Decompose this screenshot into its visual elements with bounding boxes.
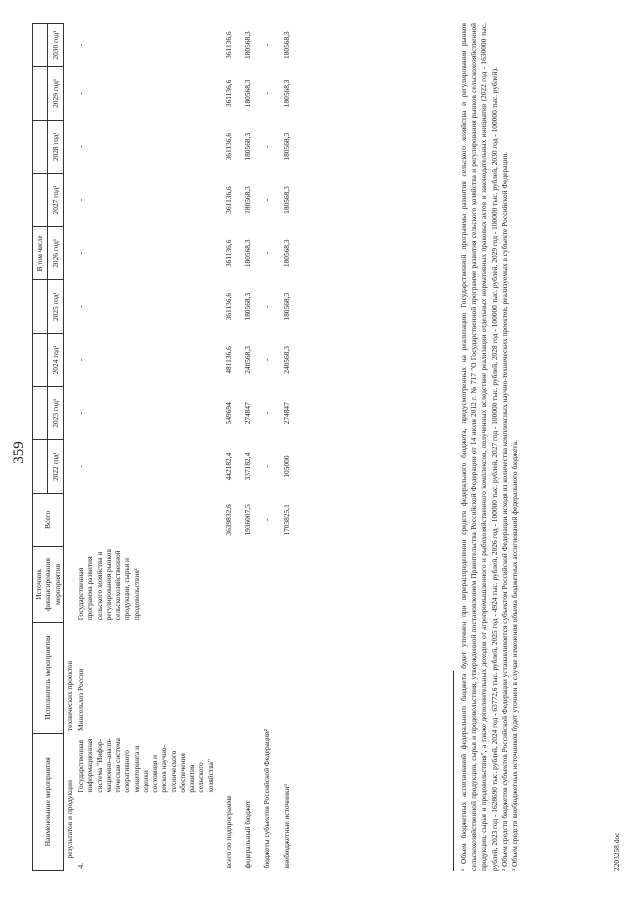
row-value: 361136,6 [223, 31, 233, 59]
header-source: Источник финансирования мероприятия [33, 547, 64, 623]
row-value: 481136,6 [223, 346, 233, 374]
row-value: - [76, 305, 85, 308]
row-executor: Минсельхоз России [76, 668, 85, 732]
row-total: 1703825,1 [281, 504, 291, 536]
row-value: 180568,3 [243, 79, 252, 108]
row-total: - [262, 518, 272, 522]
row-label: внебюджетные источники³ [281, 784, 291, 869]
table-row [234, 24, 253, 871]
row-value: 240568,3 [281, 346, 291, 374]
table-row [273, 24, 292, 871]
row-value: 180568,3 [243, 31, 252, 59]
row-value: 180568,3 [243, 292, 252, 321]
table-row [63, 24, 75, 871]
row-label: всего по подпрограмме [223, 795, 233, 869]
row-executor: технических проектов [64, 660, 74, 732]
table-row [75, 24, 216, 871]
table-row [216, 24, 234, 871]
footnote-2: ² Объем средств бюджетов субъектов Российской Федерации устанавливается субъектом Российской Федерации исходя из количества комплексных научно-технических проектов, реализуемых в субъекте Российской Федерации. [499, 151, 509, 871]
row-value: 361136,6 [223, 186, 233, 214]
row-value: 337182,4 [243, 452, 252, 481]
header-name: Наименование мероприятия [33, 733, 64, 870]
header-year: 2027 год¹ [48, 173, 64, 226]
row-value: 180568,3 [281, 239, 291, 268]
row-value: - [262, 43, 272, 47]
row-value: 361136,6 [223, 239, 233, 268]
row-value: 180568,3 [281, 186, 291, 214]
row-value: - [76, 43, 85, 47]
row-source [63, 547, 75, 623]
row-value: 180568,3 [243, 239, 252, 268]
row-value: 105000 [281, 455, 291, 478]
row-value: 442182,4 [223, 452, 233, 481]
row-value: 180568,3 [243, 132, 252, 161]
row-value: - [76, 145, 85, 148]
row-value: - [262, 305, 272, 308]
row-value: - [76, 92, 85, 95]
footnote-separator [453, 671, 454, 871]
row-value: 180568,3 [281, 31, 291, 59]
page-number: 359 [11, 441, 27, 464]
row-value: - [262, 412, 272, 415]
row-value: - [76, 412, 85, 415]
table-header [33, 24, 64, 871]
row-value: 361136,6 [223, 132, 233, 161]
row-value: 274847 [243, 402, 252, 425]
footnote-3: ³ Объем средств внебюджетных источников будет уточнен в случае изменения объема бюджетных ассигнований федерального бюджета. [510, 440, 520, 871]
row-value: 180568,3 [243, 186, 252, 214]
row-value: - [262, 358, 272, 362]
header-in-total: В том числе [33, 227, 48, 280]
table-row [253, 24, 272, 871]
row-value: - [262, 252, 272, 255]
header-year: 2030 год¹ [48, 24, 64, 67]
row-name: результатов и продукции [64, 780, 74, 859]
row-value: - [76, 465, 85, 468]
row-value: 274847 [281, 402, 291, 425]
file-code: 2203258.doc [612, 832, 621, 871]
row-value: - [262, 145, 272, 148]
header-year: 2029 год¹ [48, 67, 64, 120]
header-year: 2028 год¹ [48, 120, 64, 173]
row-value: - [76, 252, 85, 255]
row-total [63, 493, 75, 546]
row-total: 1936007,5 [243, 504, 252, 536]
row-value: - [262, 465, 272, 468]
row-total: 3639832,6 [223, 504, 233, 536]
row-value: 180568,3 [281, 292, 291, 321]
row-value: 361136,6 [223, 79, 233, 108]
row-value: - [76, 358, 85, 362]
row-value: 549694 [223, 402, 233, 425]
footnotes [453, 23, 520, 871]
funding-table [32, 23, 292, 871]
header-total: Всего [33, 493, 64, 546]
row-value: - [76, 198, 85, 202]
row-total [75, 493, 216, 546]
footnote-1: ¹ Объем бюджетных ассигнований федерального бюджета будет уточнен при перераспределении средств федерального бюджета, предусмотренных на реализацию Государственной программы развития сельского хозяйства и регулирования рынков сельскохозяйственной продукции, сырья и продовольствия, утвержденной постановлением Правительства Российской Федерации от 14 июля 2012 г. № 717 "О Государственной программе развития сельского хозяйства и регулирования рынков сельскохозяйственной продукции, сырья и продовольствия", а также дополнительных доходов от агропромышленного и рыбохозяйственного комплексов, полученных вследствие реализации отдельных нормативных правовых актов и законодательных инициатив (2022 год - 1630000 тыс. рублей, 2023 год - 1628690 тыс. рублей, 2024 год - 63772,6 тыс. рублей, 2025 год - 4924 тыс. рублей, 2026 год - 100000 тыс. рублей, 2027 год - 100000 тыс. рублей, 2028 год - 100000 тыс. рублей, 2029 год - 100000 тыс. рублей, 2030 год - 100000 тыс. рублей). [459, 23, 499, 871]
row-value: 240568,3 [243, 346, 252, 374]
header-year: 2022 год¹ [48, 440, 64, 493]
header-year: 2026 год¹ [48, 227, 64, 280]
row-label: бюджеты субъектов Российской Федерации² [262, 728, 272, 869]
row-value: - [262, 198, 272, 202]
header-year: 2023 год¹ [48, 387, 64, 440]
row-value: - [262, 92, 272, 95]
header-executor: Исполнитель мероприятия [33, 622, 64, 733]
row-source: Государственная программа развития сельского хозяйства и регулирования рынков сельскохозяйственной продукции, сырья и продовольствия¹ [76, 549, 141, 621]
row-value: 180568,3 [281, 79, 291, 108]
header-year: 2025 год¹ [48, 280, 64, 333]
row-number: 4. [76, 862, 85, 869]
header-year: 2024 год¹ [48, 333, 64, 386]
row-name: Государственная информационная система "Инфор-мационно-анали-тическая система оперативного мониторинга и оценки состояния и рисков научно-технического обеспечения развития сельского хозяйства" [76, 738, 215, 793]
row-value: 180568,3 [281, 132, 291, 161]
row-value: 361136,6 [223, 292, 233, 321]
row-label: федеральный бюджет [243, 800, 252, 869]
